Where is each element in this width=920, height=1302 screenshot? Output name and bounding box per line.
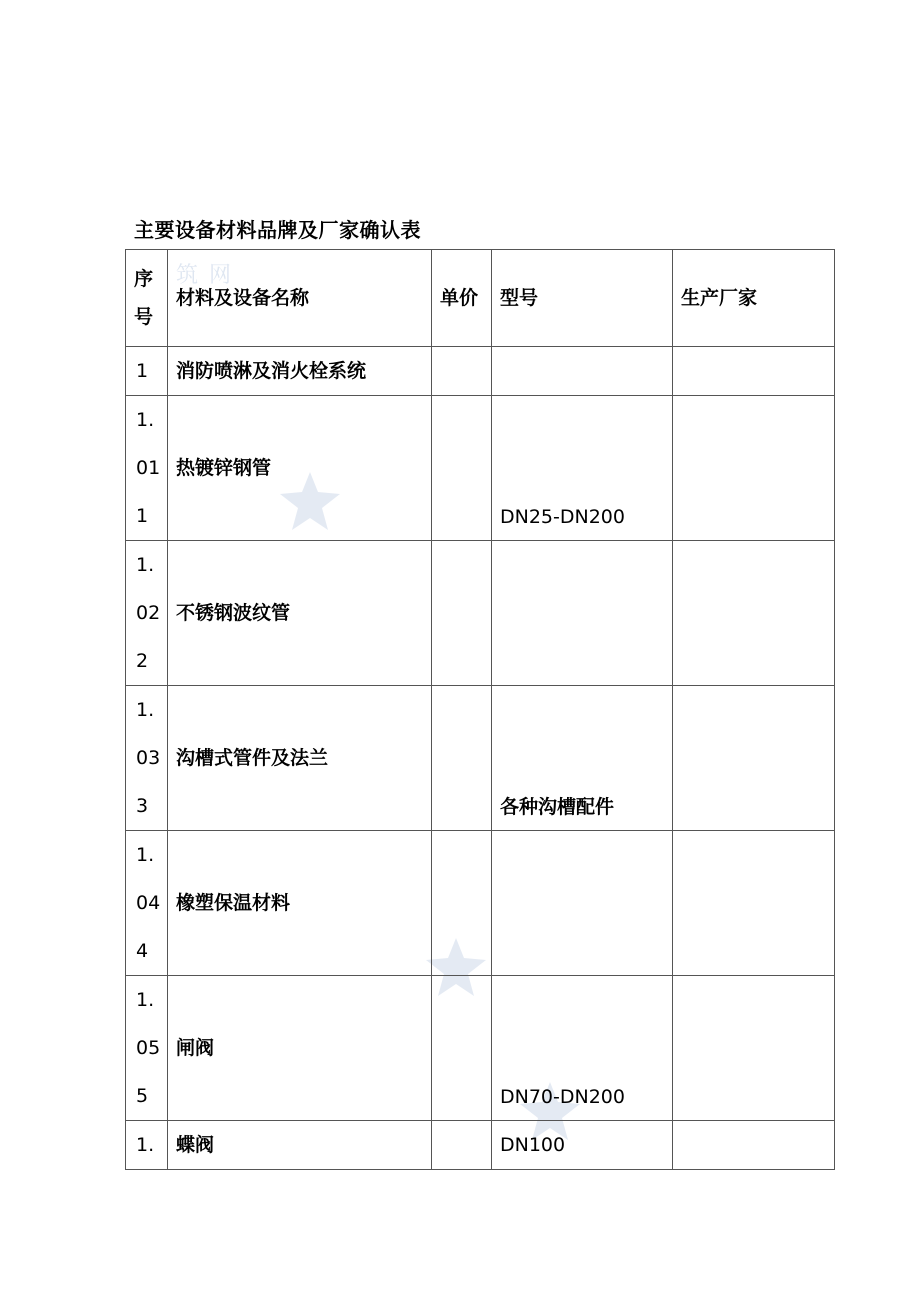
equipment-table	[125, 249, 835, 1170]
row-name: 热镀锌钢管	[168, 396, 432, 541]
table-row	[126, 347, 835, 396]
table-row	[126, 976, 835, 1121]
seq-line: 03	[136, 747, 161, 769]
seq-line: 1.	[136, 989, 155, 1011]
row-seq	[126, 1121, 168, 1170]
seq-line: 01	[136, 457, 161, 479]
row-seq	[126, 396, 168, 541]
table-row	[126, 686, 835, 831]
row-name: 闸阀	[168, 976, 432, 1121]
row-unit-price	[432, 686, 492, 831]
row-name: 消防喷淋及消火栓系统	[168, 347, 432, 396]
document-title: 主要设备材料品牌及厂家确认表	[134, 218, 421, 242]
row-name: 蝶阀	[168, 1121, 432, 1170]
header-name: 材料及设备名称	[168, 250, 432, 347]
row-unit-price	[432, 541, 492, 686]
header-seq-line1: 序	[134, 268, 154, 290]
row-manufacturer	[673, 396, 835, 541]
seq-line: 1.	[136, 844, 155, 866]
row-model	[492, 396, 673, 541]
header-seq	[126, 250, 168, 347]
seq-line: 1.	[136, 699, 155, 721]
seq-line: 1.	[136, 554, 155, 576]
row-name: 橡塑保温材料	[168, 831, 432, 976]
row-manufacturer	[673, 686, 835, 831]
row-model	[492, 686, 673, 831]
seq-line: 1	[136, 505, 149, 527]
header-manufacturer: 生产厂家	[673, 250, 835, 347]
row-seq	[126, 347, 168, 396]
row-name: 沟槽式管件及法兰	[168, 686, 432, 831]
table-header-row	[126, 250, 835, 347]
row-manufacturer	[673, 347, 835, 396]
watermark-text: 筑 网	[176, 263, 233, 288]
row-model	[492, 976, 673, 1121]
row-unit-price	[432, 347, 492, 396]
row-manufacturer	[673, 831, 835, 976]
row-model	[492, 347, 673, 396]
row-model	[492, 831, 673, 976]
table-row	[126, 541, 835, 686]
row-seq	[126, 686, 168, 831]
seq-line: 05	[136, 1037, 161, 1059]
header-seq-line2: 号	[134, 306, 154, 328]
seq-line: 04	[136, 892, 161, 914]
seq-line: 3	[136, 795, 149, 817]
row-model	[492, 541, 673, 686]
header-model: 型号	[492, 250, 673, 347]
table-row	[126, 1121, 835, 1170]
seq-line: 02	[136, 602, 161, 624]
row-manufacturer	[673, 976, 835, 1121]
table-row	[126, 831, 835, 976]
row-manufacturer	[673, 541, 835, 686]
row-unit-price	[432, 396, 492, 541]
row-unit-price	[432, 1121, 492, 1170]
row-seq	[126, 976, 168, 1121]
seq-line: 1	[136, 360, 149, 382]
row-name: 不锈钢波纹管	[168, 541, 432, 686]
row-model: DN100	[492, 1121, 673, 1170]
seq-line: 2	[136, 650, 149, 672]
seq-line: 4	[136, 940, 149, 962]
row-unit-price	[432, 976, 492, 1121]
row-unit-price	[432, 831, 492, 976]
seq-line: 1.	[136, 1134, 155, 1156]
table-row	[126, 396, 835, 541]
row-manufacturer	[673, 1121, 835, 1170]
seq-line: 1.	[136, 409, 155, 431]
seq-line: 5	[136, 1085, 149, 1107]
row-seq	[126, 541, 168, 686]
header-unit-price: 单价	[432, 250, 492, 347]
model-text: 各种沟槽配件	[500, 796, 615, 818]
model-text: DN70-DN200	[500, 1086, 625, 1108]
model-text: DN25-DN200	[500, 506, 625, 528]
row-seq	[126, 831, 168, 976]
